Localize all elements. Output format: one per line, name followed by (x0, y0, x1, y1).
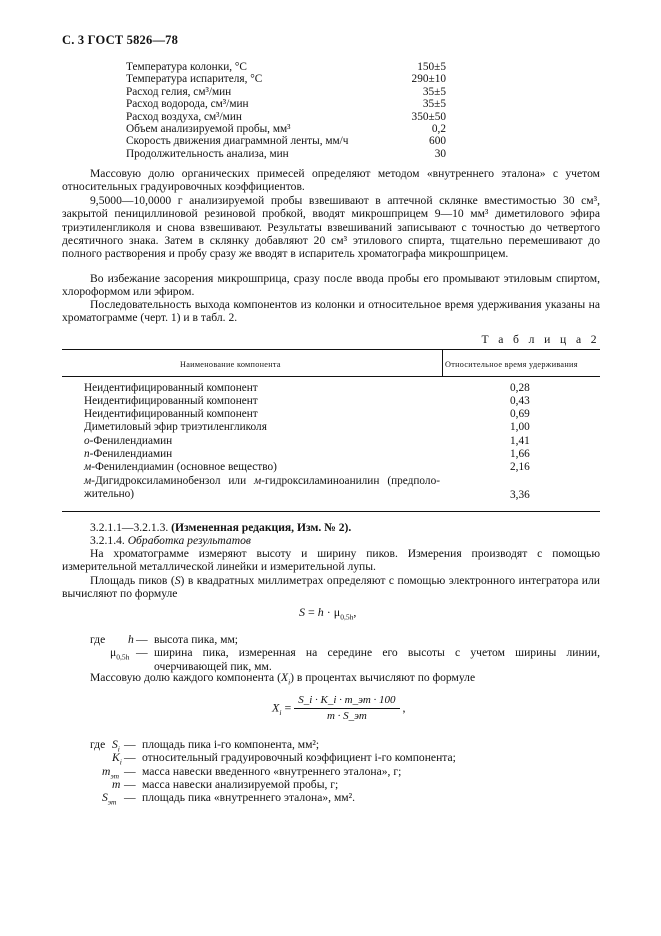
param-value: 35±5 (422, 98, 446, 111)
table-bottom-rule (62, 511, 600, 512)
component-name-rest: -Фенилендиамин (89, 435, 173, 447)
table-row (84, 475, 544, 515)
component-name-continued: жительно) (84, 488, 135, 500)
section-number: 3.2.1.1—3.2.1.3. (90, 521, 169, 534)
component-name (84, 461, 440, 474)
table-column-divider (442, 349, 443, 376)
isomer-prefix: п (84, 448, 90, 460)
legend-area (90, 633, 600, 673)
paragraph-mass-fraction: Массовую долю каждого компонента $(X_i)$ в процентах вычисляют по формуле (90, 671, 476, 687)
fraction (294, 694, 399, 724)
component-name (84, 475, 440, 488)
param-row (126, 98, 446, 110)
param-row (126, 61, 446, 73)
component-name: Неидентифицированный компонент (84, 395, 258, 407)
param-row (126, 148, 446, 160)
component-name-rest: -Дигидроксиламинобензол или (91, 475, 255, 487)
legend-mass-fraction (90, 738, 600, 807)
component-name: Неидентифицированный компонент (84, 408, 258, 420)
param-label: Расход водорода, см³/мин (126, 98, 249, 111)
param-label: Расход воздуха, см³/мин (126, 110, 242, 123)
table-header-rule (62, 376, 600, 377)
legend-item: $\mu_{0,5h}$ — ширина пика, измеренная на середине его высоты с учетом ширины линии, очерчивающей пик, мм. (110, 646, 600, 673)
component-name-rest: -Фенилендиамин (89, 448, 173, 460)
table-top-rule (62, 349, 600, 350)
table-caption: Т а б л и ц а 2 (481, 333, 600, 346)
isomer-prefix: м (254, 475, 262, 487)
chromatography-parameters (126, 61, 446, 160)
paragraph-area: Площадь пиков (S) в квадратных миллиметрах определяют с помощью электронного интегратора или вычисляют по формуле (62, 574, 600, 601)
component-name-rest: -гидроксиламиноанилин (предполо- (261, 475, 440, 487)
param-label: Скорость движения диаграммной ленты, мм/ч (126, 135, 349, 148)
legend-item: где h — высота пика, мм; (90, 633, 239, 646)
param-label: Расход гелия, см³/мин (126, 85, 232, 98)
paragraph-rinse: Во избежание засорения микрошприца, сразу после ввода пробы его промывают этиловым спиртом, хлороформом или эфиром. (62, 272, 600, 299)
param-value: 150±5 (417, 61, 446, 73)
retention-time: 1,66 (510, 448, 530, 460)
isomer-prefix: м (84, 475, 92, 487)
param-value: 0,2 (431, 122, 446, 135)
paragraph-measure: На хроматограмме измеряют высоту и ширину пиков. Измерения производят с помощью измерительной металлической линейки и измерительной лупы. (62, 547, 600, 574)
table-header-time: Относительное время удерживания (445, 360, 578, 369)
legend-item: m — масса навески анализируемой пробы, г; (112, 777, 339, 791)
retention-time: 0,28 (510, 382, 530, 394)
param-value: 30 (434, 147, 446, 160)
param-label: Температура испарителя, °С (126, 73, 263, 86)
param-row (126, 135, 446, 147)
param-value: 600 (429, 135, 446, 148)
isomer-prefix: м (84, 461, 92, 473)
page-header: С. 3 ГОСТ 5826—78 (62, 33, 179, 47)
fraction-numerator: S_i · K_i · m_эт · 100 (294, 694, 399, 709)
param-row (126, 73, 446, 85)
param-row (126, 123, 446, 135)
amendment-note: (Измененная редакция, Изм. № 2). (171, 521, 352, 534)
param-value: 290±10 (411, 73, 446, 86)
section-number: 3.2.1.4. (90, 534, 125, 547)
legend-item: $S_{эт}$ — площадь пика «внутреннего эталона», мм². (102, 791, 356, 807)
component-name-rest: -Фенилендиамин (основное вещество) (91, 461, 277, 473)
isomer-prefix: о (84, 435, 90, 447)
retention-time: 2,16 (510, 461, 530, 473)
component-name (84, 448, 440, 461)
param-row (126, 86, 446, 98)
legend-item: $K_i$ — относительный градуировочный коэффициент i-го компонента; (112, 751, 456, 767)
retention-time: 3,36 (510, 489, 530, 501)
table-header-name: Наименование компонента (180, 360, 281, 369)
param-label: Продолжительность анализа, мин (126, 147, 289, 160)
paragraph-sequence: Последовательность выхода компонентов из колонки и относительное время удерживания указаны на хроматограмме (черт. 1) и в табл. 2. (62, 298, 600, 325)
component-name (84, 435, 440, 448)
section-results (62, 534, 600, 547)
formula-peak-area: $S = h \cdot \mu_{0,5h}$, (299, 605, 357, 622)
section-title: Обработка результатов (127, 534, 251, 547)
legend-item: где $S_i$ — площадь пика i-го компонента, мм²; (90, 738, 320, 754)
param-label: Температура колонки, °С (126, 61, 247, 73)
component-name: Диметиловый эфир триэтиленгликоля (84, 421, 267, 433)
retention-time: 1,00 (510, 421, 530, 433)
fraction-denominator: m · S_эт (326, 710, 367, 723)
param-value: 350±50 (411, 110, 446, 123)
retention-time: 0,43 (510, 395, 530, 407)
retention-time: 0,69 (510, 408, 530, 420)
paragraph-method: Массовую долю органических примесей определяют методом «внутреннего эталона» с учетом относительных градуировочных коэффициентов. (62, 167, 600, 194)
paragraph-procedure: 9,5000—10,0000 г анализируемой пробы взвешивают в аптечной склянке вместимостью 30 см³, закрытой пенициллиновой резиновой пробкой, вводят микрошприцем 9—10 мм³ диметилового эфира триэтиленгликоля и снова взвешивают. Результаты взвешиваний записывают с точностью до четвертого десятичного знака. Затем в склянку добавляют 20 см³ этилового спирта, тщательно перемешивают до полного растворения и пробу сразу же вводят в испаритель хроматографа микрошприцем. (62, 194, 600, 261)
param-label: Объем анализируемой пробы, мм³ (126, 122, 291, 135)
retention-time: 1,41 (510, 435, 530, 447)
param-row (126, 111, 446, 123)
component-name: Неидентифицированный компонент (84, 382, 258, 394)
section-amendment (62, 521, 600, 534)
param-value: 35±5 (422, 85, 446, 98)
legend-item: $m_{эт}$ — масса навески введенного «внутреннего эталона», г; (102, 764, 402, 780)
formula-mass-fraction: $X_i$ = $\frac{S\_i \cdot K\_i \cdot m\_эт \cdot 100}{m \cdot S\_эт}$ , (272, 694, 406, 723)
